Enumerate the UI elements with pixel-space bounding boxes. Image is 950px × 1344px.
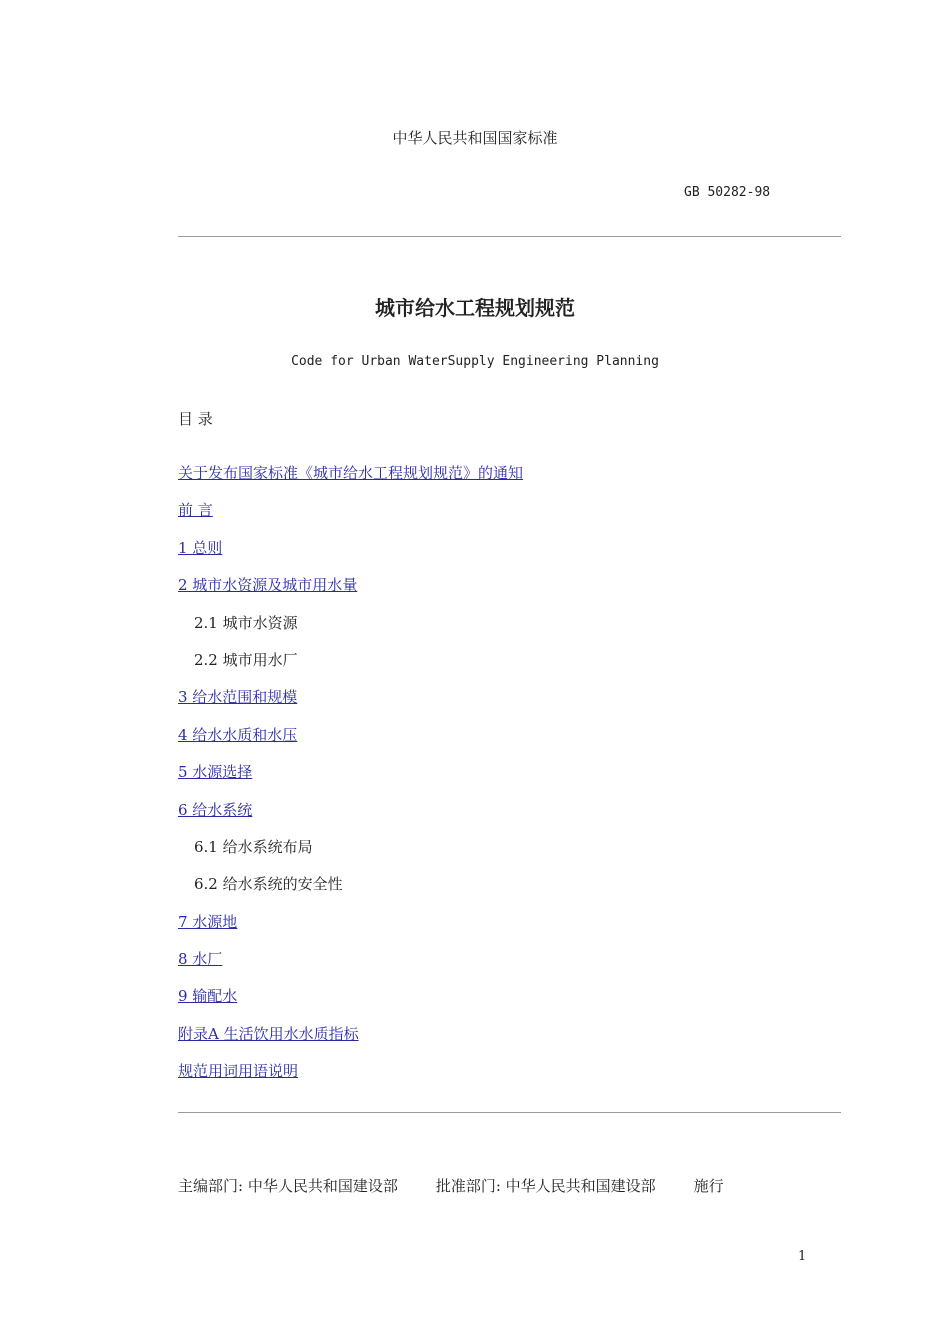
top-divider [178, 236, 841, 237]
toc-link[interactable]: 9 输配水 [178, 987, 238, 1006]
toc-link[interactable]: 4 给水水质和水压 [178, 725, 298, 744]
approver-department: 批准部门: 中华人民共和国建设部 [435, 1177, 656, 1195]
toc-link[interactable]: 7 水源地 [178, 912, 238, 931]
toc-link[interactable]: 6 给水系统 [178, 800, 253, 819]
toc-item[interactable] [178, 1053, 523, 1090]
toc-item[interactable] [178, 1016, 523, 1053]
toc-item[interactable] [178, 904, 523, 941]
toc-link[interactable]: 1 总则 [178, 538, 223, 557]
table-of-contents [178, 455, 523, 1091]
toc-item[interactable] [178, 754, 523, 791]
toc-link[interactable]: 8 水厂 [178, 950, 223, 969]
toc-link[interactable]: 前 言 [178, 501, 213, 520]
toc-item[interactable] [178, 941, 523, 978]
toc-link[interactable]: 附录A 生活饮用水水质指标 [178, 1024, 359, 1043]
toc-item[interactable] [178, 492, 523, 529]
editor-department: 主编部门: 中华人民共和国建设部 [178, 1177, 398, 1195]
publication-info [178, 1175, 724, 1196]
toc-item[interactable] [178, 978, 523, 1015]
toc-link[interactable]: 规范用词用语说明 [178, 1062, 299, 1081]
toc-item[interactable] [178, 530, 523, 567]
standard-label: 中华人民共和国国家标准 [392, 129, 558, 147]
toc-item[interactable] [178, 567, 523, 604]
english-title: Code for Urban WaterSupply Engineering Planning [291, 354, 659, 369]
toc-item[interactable] [178, 792, 523, 829]
toc-item[interactable] [178, 717, 523, 754]
toc-subitem: 6.1 给水系统布局 [194, 837, 313, 856]
toc-link[interactable]: 2 城市水资源及城市用水量 [178, 576, 358, 595]
toc-item[interactable] [178, 679, 523, 716]
toc-subitem: 2.2 城市用水厂 [194, 650, 298, 669]
toc-heading: 目 录 [178, 410, 213, 428]
toc-subitem: 2.1 城市水资源 [194, 613, 298, 632]
document-title: 城市给水工程规划规范 [375, 296, 575, 320]
bottom-divider [178, 1112, 841, 1113]
standard-code: GB 50282-98 [684, 185, 771, 200]
page-number: 1 [798, 1249, 807, 1264]
toc-link[interactable]: 3 给水范围和规模 [178, 688, 298, 707]
toc-item[interactable] [178, 455, 523, 492]
toc-link[interactable]: 5 水源选择 [178, 763, 253, 782]
effective-label: 施行 [693, 1177, 724, 1195]
toc-link[interactable]: 关于发布国家标准《城市给水工程规划规范》的通知 [178, 464, 524, 482]
toc-subitem: 6.2 给水系统的安全性 [194, 875, 343, 894]
